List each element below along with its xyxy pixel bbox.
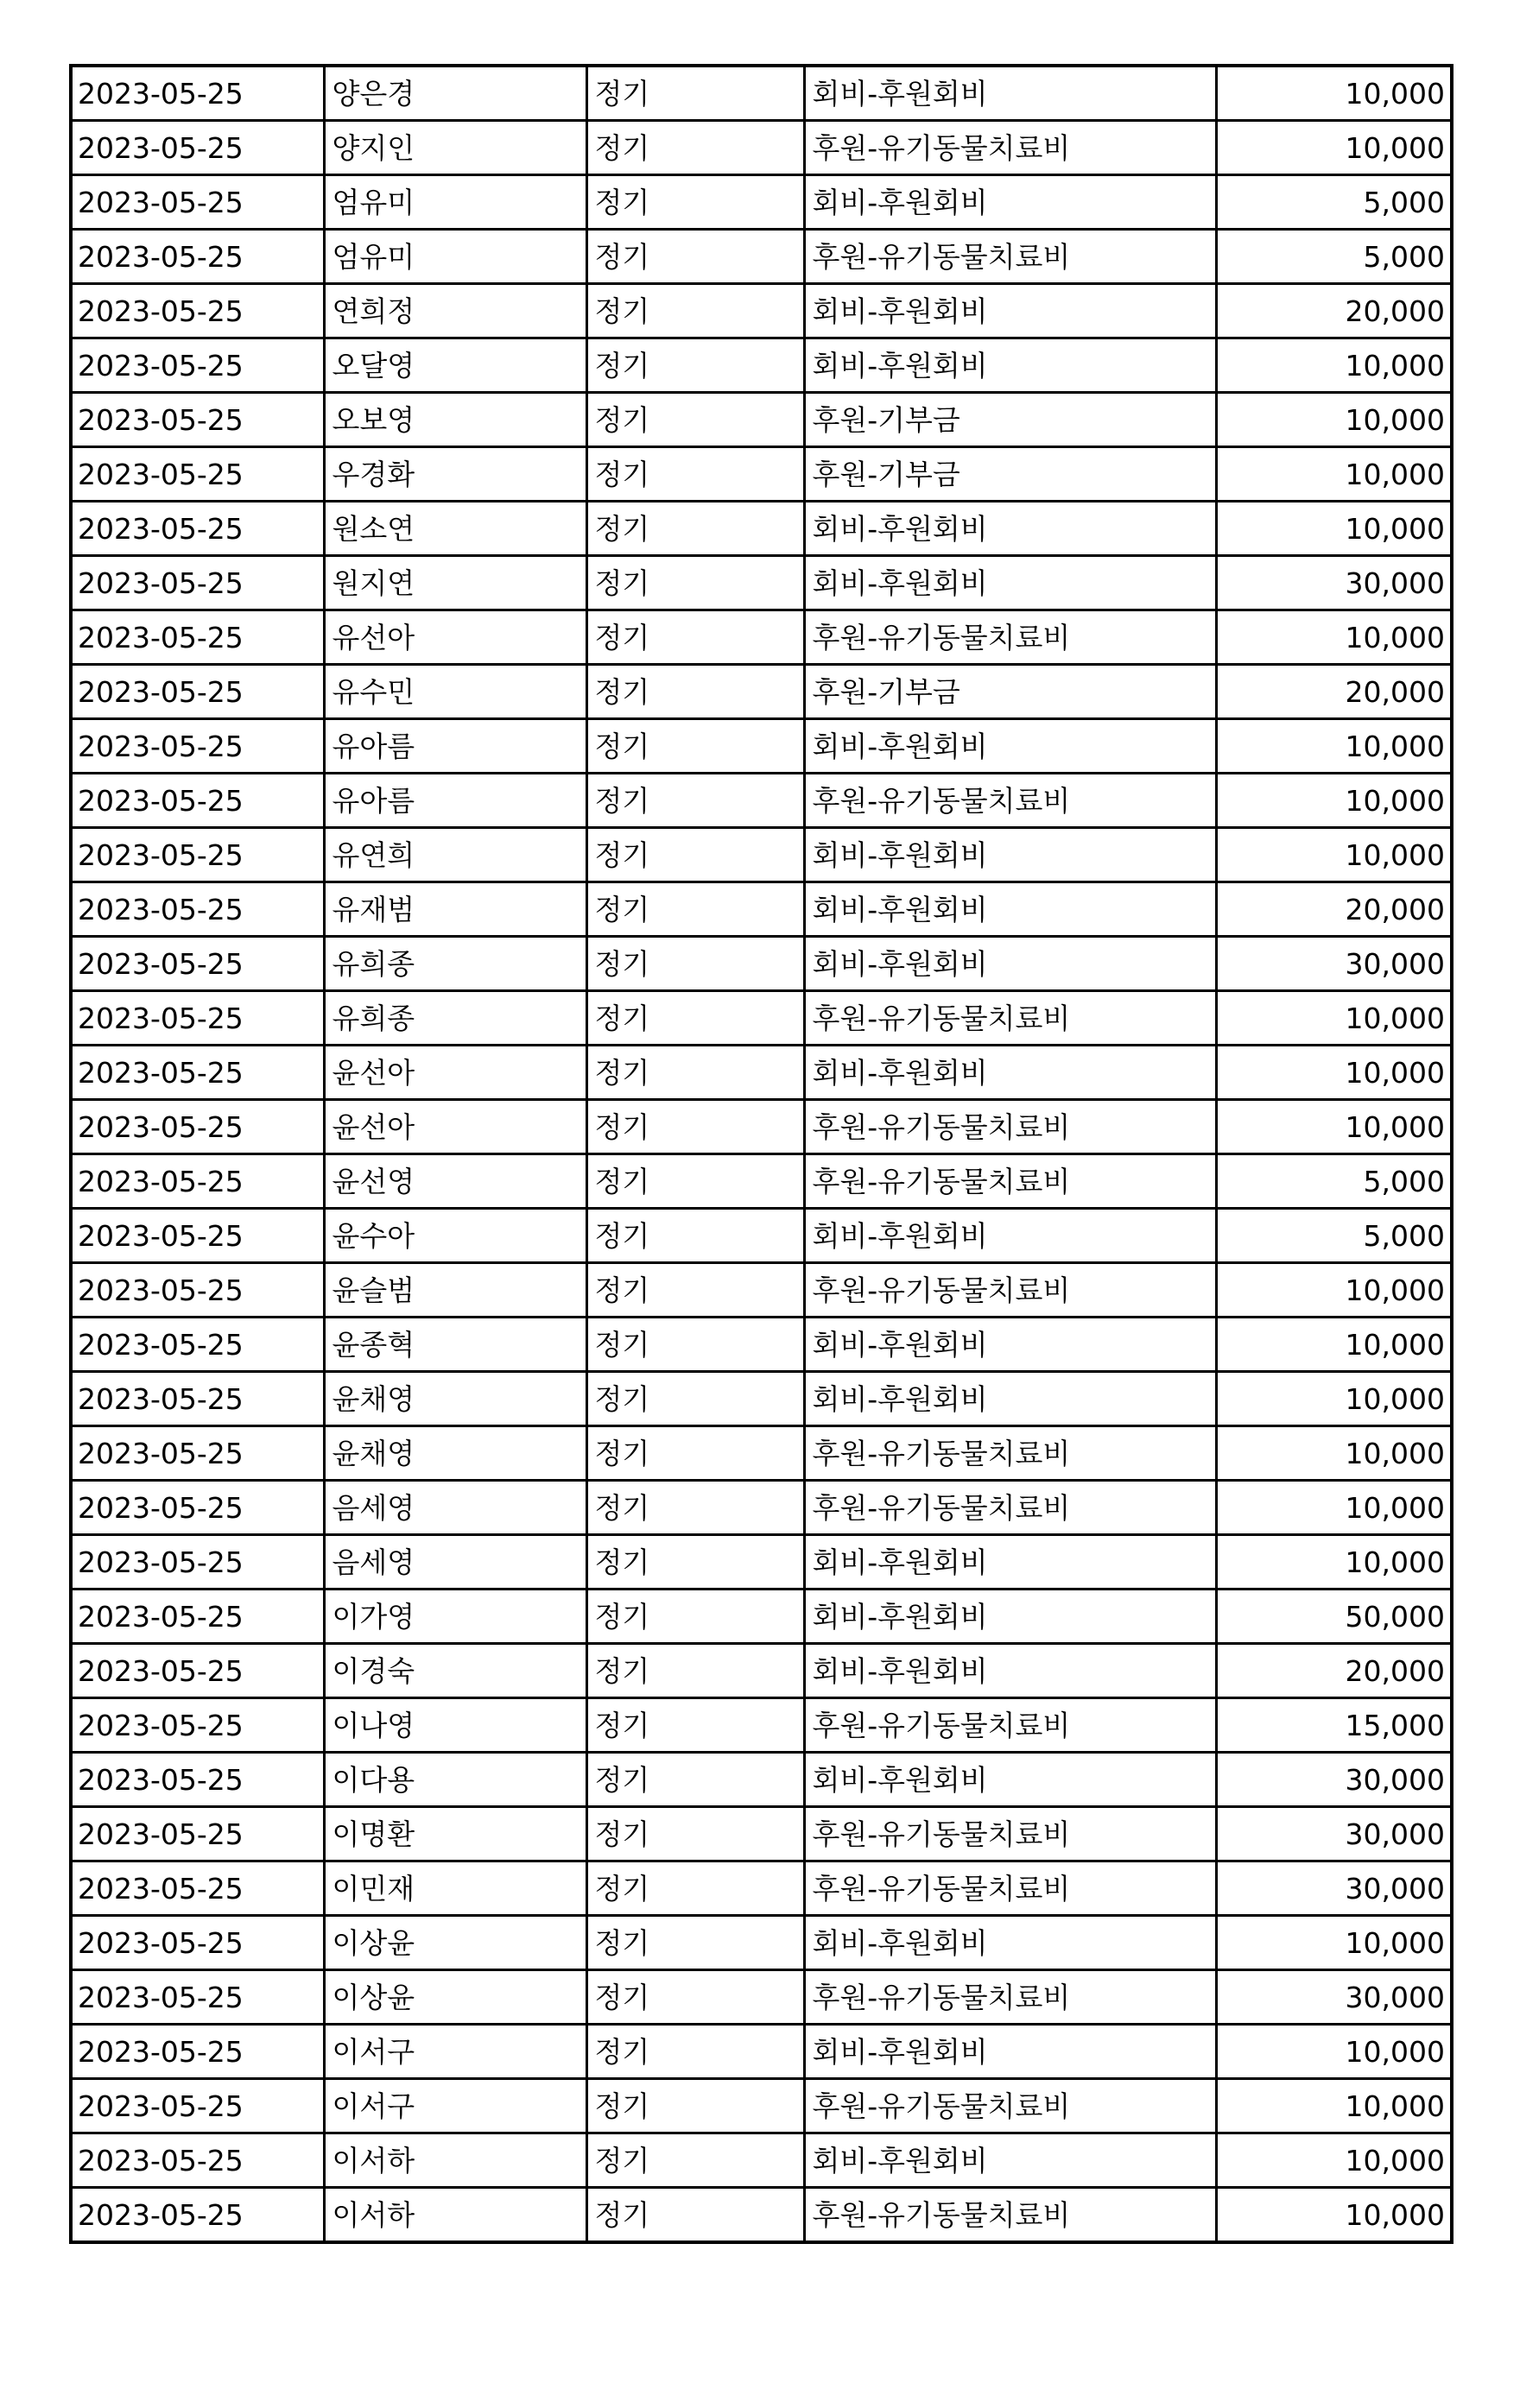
- donor-name-cell: 유재범: [324, 882, 586, 937]
- donor-name-cell: 윤선아: [324, 1046, 586, 1100]
- date-cell: 2023-05-25: [71, 230, 324, 284]
- table-row: [71, 1590, 1452, 1644]
- donation-type-cell: 정기: [586, 1426, 804, 1481]
- amount-cell: 10,000: [1216, 2079, 1452, 2133]
- amount-cell: 50,000: [1216, 1590, 1452, 1644]
- category-cell: 후원-기부금: [804, 665, 1216, 719]
- table-row: [71, 284, 1452, 338]
- donor-name-cell: 음세영: [324, 1535, 586, 1590]
- table-row: [71, 1970, 1452, 2025]
- table-row: [71, 121, 1452, 175]
- table-row: [71, 1807, 1452, 1861]
- amount-cell: 30,000: [1216, 937, 1452, 991]
- date-cell: 2023-05-25: [71, 937, 324, 991]
- category-cell: 회비-후원회비: [804, 284, 1216, 338]
- donation-type-cell: 정기: [586, 610, 804, 665]
- donation-type-cell: 정기: [586, 338, 804, 393]
- amount-cell: 10,000: [1216, 1916, 1452, 1970]
- donor-name-cell: 유희종: [324, 937, 586, 991]
- donation-type-cell: 정기: [586, 2025, 804, 2079]
- table-row: [71, 230, 1452, 284]
- donor-name-cell: 유아름: [324, 774, 586, 828]
- category-cell: 후원-유기동물치료비: [804, 121, 1216, 175]
- donor-name-cell: 이서하: [324, 2133, 586, 2188]
- category-cell: 회비-후원회비: [804, 882, 1216, 937]
- table-row: [71, 1100, 1452, 1154]
- amount-cell: 10,000: [1216, 991, 1452, 1046]
- table-row: [71, 1318, 1452, 1372]
- donation-type-cell: 정기: [586, 230, 804, 284]
- donation-type-cell: 정기: [586, 1644, 804, 1698]
- category-cell: 회비-후원회비: [804, 1753, 1216, 1807]
- donor-name-cell: 유아름: [324, 719, 586, 774]
- table-row: [71, 774, 1452, 828]
- date-cell: 2023-05-25: [71, 2025, 324, 2079]
- donation-type-cell: 정기: [586, 2133, 804, 2188]
- amount-cell: 10,000: [1216, 1426, 1452, 1481]
- donation-type-cell: 정기: [586, 121, 804, 175]
- amount-cell: 20,000: [1216, 1644, 1452, 1698]
- donor-name-cell: 윤선영: [324, 1154, 586, 1209]
- table-row: [71, 1209, 1452, 1263]
- category-cell: 후원-유기동물치료비: [804, 230, 1216, 284]
- table-row: [71, 2079, 1452, 2133]
- category-cell: 후원-유기동물치료비: [804, 2079, 1216, 2133]
- donor-name-cell: 이가영: [324, 1590, 586, 1644]
- donation-type-cell: 정기: [586, 1481, 804, 1535]
- amount-cell: 10,000: [1216, 1100, 1452, 1154]
- date-cell: 2023-05-25: [71, 393, 324, 447]
- amount-cell: 30,000: [1216, 1861, 1452, 1916]
- ledger-body: [71, 66, 1452, 2242]
- donor-name-cell: 이경숙: [324, 1644, 586, 1698]
- amount-cell: 10,000: [1216, 828, 1452, 882]
- donor-name-cell: 오달영: [324, 338, 586, 393]
- category-cell: 회비-후원회비: [804, 937, 1216, 991]
- amount-cell: 30,000: [1216, 556, 1452, 610]
- amount-cell: 20,000: [1216, 665, 1452, 719]
- category-cell: 회비-후원회비: [804, 175, 1216, 230]
- donor-name-cell: 유선아: [324, 610, 586, 665]
- donor-name-cell: 유수민: [324, 665, 586, 719]
- date-cell: 2023-05-25: [71, 1318, 324, 1372]
- table-row: [71, 1698, 1452, 1753]
- table-row: [71, 175, 1452, 230]
- donation-type-cell: 정기: [586, 1916, 804, 1970]
- table-row: [71, 1644, 1452, 1698]
- donation-type-cell: 정기: [586, 828, 804, 882]
- amount-cell: 5,000: [1216, 175, 1452, 230]
- category-cell: 회비-후원회비: [804, 1535, 1216, 1590]
- date-cell: 2023-05-25: [71, 1100, 324, 1154]
- donor-name-cell: 윤슬범: [324, 1263, 586, 1318]
- category-cell: 회비-후원회비: [804, 1209, 1216, 1263]
- date-cell: 2023-05-25: [71, 1481, 324, 1535]
- donor-name-cell: 음세영: [324, 1481, 586, 1535]
- category-cell: 후원-기부금: [804, 447, 1216, 502]
- category-cell: 후원-유기동물치료비: [804, 1807, 1216, 1861]
- donor-name-cell: 유희종: [324, 991, 586, 1046]
- amount-cell: 10,000: [1216, 502, 1452, 556]
- category-cell: 회비-후원회비: [804, 1644, 1216, 1698]
- date-cell: 2023-05-25: [71, 610, 324, 665]
- date-cell: 2023-05-25: [71, 2188, 324, 2243]
- amount-cell: 5,000: [1216, 1154, 1452, 1209]
- table-row: [71, 882, 1452, 937]
- amount-cell: 15,000: [1216, 1698, 1452, 1753]
- donor-name-cell: 윤채영: [324, 1372, 586, 1426]
- donor-name-cell: 양지인: [324, 121, 586, 175]
- donation-type-cell: 정기: [586, 1970, 804, 2025]
- amount-cell: 10,000: [1216, 2188, 1452, 2243]
- date-cell: 2023-05-25: [71, 665, 324, 719]
- donor-name-cell: 이다용: [324, 1753, 586, 1807]
- table-row: [71, 719, 1452, 774]
- donation-type-cell: 정기: [586, 1154, 804, 1209]
- date-cell: 2023-05-25: [71, 121, 324, 175]
- date-cell: 2023-05-25: [71, 1970, 324, 2025]
- date-cell: 2023-05-25: [71, 284, 324, 338]
- table-row: [71, 610, 1452, 665]
- category-cell: 회비-후원회비: [804, 2133, 1216, 2188]
- date-cell: 2023-05-25: [71, 175, 324, 230]
- donation-type-cell: 정기: [586, 665, 804, 719]
- table-row: [71, 991, 1452, 1046]
- date-cell: 2023-05-25: [71, 1535, 324, 1590]
- amount-cell: 10,000: [1216, 1046, 1452, 1100]
- date-cell: 2023-05-25: [71, 1644, 324, 1698]
- donor-name-cell: 윤종혁: [324, 1318, 586, 1372]
- amount-cell: 10,000: [1216, 66, 1452, 121]
- donor-name-cell: 이상윤: [324, 1970, 586, 2025]
- amount-cell: 10,000: [1216, 610, 1452, 665]
- date-cell: 2023-05-25: [71, 66, 324, 121]
- donation-type-cell: 정기: [586, 1100, 804, 1154]
- donation-type-cell: 정기: [586, 393, 804, 447]
- category-cell: 후원-유기동물치료비: [804, 1263, 1216, 1318]
- category-cell: 후원-유기동물치료비: [804, 2188, 1216, 2243]
- date-cell: 2023-05-25: [71, 1372, 324, 1426]
- donation-type-cell: 정기: [586, 1590, 804, 1644]
- table-row: [71, 1481, 1452, 1535]
- date-cell: 2023-05-25: [71, 774, 324, 828]
- amount-cell: 10,000: [1216, 393, 1452, 447]
- category-cell: 후원-유기동물치료비: [804, 1481, 1216, 1535]
- amount-cell: 20,000: [1216, 882, 1452, 937]
- table-row: [71, 1154, 1452, 1209]
- category-cell: 회비-후원회비: [804, 1046, 1216, 1100]
- date-cell: 2023-05-25: [71, 1861, 324, 1916]
- category-cell: 후원-유기동물치료비: [804, 991, 1216, 1046]
- donation-type-cell: 정기: [586, 1209, 804, 1263]
- date-cell: 2023-05-25: [71, 1154, 324, 1209]
- category-cell: 회비-후원회비: [804, 1590, 1216, 1644]
- donation-type-cell: 정기: [586, 882, 804, 937]
- donation-type-cell: 정기: [586, 502, 804, 556]
- table-row: [71, 1535, 1452, 1590]
- table-row: [71, 2025, 1452, 2079]
- table-row: [71, 66, 1452, 121]
- table-row: [71, 1372, 1452, 1426]
- amount-cell: 30,000: [1216, 1970, 1452, 2025]
- date-cell: 2023-05-25: [71, 882, 324, 937]
- amount-cell: 10,000: [1216, 1318, 1452, 1372]
- donor-name-cell: 원지연: [324, 556, 586, 610]
- donation-type-cell: 정기: [586, 1535, 804, 1590]
- donor-name-cell: 이서구: [324, 2025, 586, 2079]
- date-cell: 2023-05-25: [71, 556, 324, 610]
- amount-cell: 10,000: [1216, 719, 1452, 774]
- category-cell: 회비-후원회비: [804, 1318, 1216, 1372]
- donation-type-cell: 정기: [586, 1263, 804, 1318]
- amount-cell: 30,000: [1216, 1753, 1452, 1807]
- donation-type-cell: 정기: [586, 175, 804, 230]
- category-cell: 후원-유기동물치료비: [804, 610, 1216, 665]
- table-row: [71, 665, 1452, 719]
- table-row: [71, 556, 1452, 610]
- category-cell: 후원-유기동물치료비: [804, 774, 1216, 828]
- donation-type-cell: 정기: [586, 1698, 804, 1753]
- donor-name-cell: 이서구: [324, 2079, 586, 2133]
- date-cell: 2023-05-25: [71, 1590, 324, 1644]
- donation-type-cell: 정기: [586, 719, 804, 774]
- amount-cell: 5,000: [1216, 230, 1452, 284]
- category-cell: 회비-후원회비: [804, 828, 1216, 882]
- category-cell: 후원-유기동물치료비: [804, 1970, 1216, 2025]
- date-cell: 2023-05-25: [71, 2133, 324, 2188]
- category-cell: 회비-후원회비: [804, 2025, 1216, 2079]
- donor-name-cell: 이나영: [324, 1698, 586, 1753]
- table-row: [71, 338, 1452, 393]
- category-cell: 후원-유기동물치료비: [804, 1100, 1216, 1154]
- category-cell: 회비-후원회비: [804, 1372, 1216, 1426]
- donation-type-cell: 정기: [586, 2188, 804, 2243]
- table-row: [71, 1426, 1452, 1481]
- donation-type-cell: 정기: [586, 284, 804, 338]
- donor-name-cell: 이명환: [324, 1807, 586, 1861]
- donation-ledger-table: [69, 64, 1454, 2244]
- amount-cell: 10,000: [1216, 447, 1452, 502]
- donation-type-cell: 정기: [586, 2079, 804, 2133]
- category-cell: 후원-유기동물치료비: [804, 1154, 1216, 1209]
- date-cell: 2023-05-25: [71, 2079, 324, 2133]
- category-cell: 회비-후원회비: [804, 502, 1216, 556]
- amount-cell: 10,000: [1216, 1481, 1452, 1535]
- donor-name-cell: 유연희: [324, 828, 586, 882]
- table-row: [71, 1263, 1452, 1318]
- date-cell: 2023-05-25: [71, 991, 324, 1046]
- donor-name-cell: 원소연: [324, 502, 586, 556]
- amount-cell: 10,000: [1216, 1535, 1452, 1590]
- donor-name-cell: 윤수아: [324, 1209, 586, 1263]
- category-cell: 후원-기부금: [804, 393, 1216, 447]
- table-row: [71, 393, 1452, 447]
- category-cell: 후원-유기동물치료비: [804, 1861, 1216, 1916]
- category-cell: 회비-후원회비: [804, 719, 1216, 774]
- table-row: [71, 2188, 1452, 2243]
- donor-name-cell: 연희정: [324, 284, 586, 338]
- amount-cell: 30,000: [1216, 1807, 1452, 1861]
- donor-name-cell: 윤채영: [324, 1426, 586, 1481]
- donor-name-cell: 이서하: [324, 2188, 586, 2243]
- donation-type-cell: 정기: [586, 1046, 804, 1100]
- donation-type-cell: 정기: [586, 774, 804, 828]
- table-row: [71, 1916, 1452, 1970]
- date-cell: 2023-05-25: [71, 828, 324, 882]
- table-row: [71, 937, 1452, 991]
- donor-name-cell: 오보영: [324, 393, 586, 447]
- donor-name-cell: 이민재: [324, 1861, 586, 1916]
- date-cell: 2023-05-25: [71, 1698, 324, 1753]
- amount-cell: 10,000: [1216, 2025, 1452, 2079]
- date-cell: 2023-05-25: [71, 719, 324, 774]
- date-cell: 2023-05-25: [71, 1046, 324, 1100]
- amount-cell: 10,000: [1216, 121, 1452, 175]
- table-row: [71, 1046, 1452, 1100]
- date-cell: 2023-05-25: [71, 447, 324, 502]
- date-cell: 2023-05-25: [71, 1807, 324, 1861]
- category-cell: 후원-유기동물치료비: [804, 1698, 1216, 1753]
- table-row: [71, 2133, 1452, 2188]
- category-cell: 회비-후원회비: [804, 1916, 1216, 1970]
- donation-type-cell: 정기: [586, 991, 804, 1046]
- category-cell: 후원-유기동물치료비: [804, 1426, 1216, 1481]
- amount-cell: 10,000: [1216, 774, 1452, 828]
- donation-type-cell: 정기: [586, 1861, 804, 1916]
- donation-type-cell: 정기: [586, 1318, 804, 1372]
- amount-cell: 10,000: [1216, 2133, 1452, 2188]
- amount-cell: 10,000: [1216, 1372, 1452, 1426]
- donation-type-cell: 정기: [586, 1807, 804, 1861]
- donor-name-cell: 엄유미: [324, 175, 586, 230]
- date-cell: 2023-05-25: [71, 338, 324, 393]
- donation-type-cell: 정기: [586, 556, 804, 610]
- date-cell: 2023-05-25: [71, 1916, 324, 1970]
- category-cell: 회비-후원회비: [804, 556, 1216, 610]
- date-cell: 2023-05-25: [71, 1263, 324, 1318]
- table-row: [71, 447, 1452, 502]
- amount-cell: 20,000: [1216, 284, 1452, 338]
- donation-type-cell: 정기: [586, 66, 804, 121]
- donor-name-cell: 양은경: [324, 66, 586, 121]
- donor-name-cell: 엄유미: [324, 230, 586, 284]
- date-cell: 2023-05-25: [71, 1426, 324, 1481]
- table-row: [71, 1861, 1452, 1916]
- donor-name-cell: 윤선아: [324, 1100, 586, 1154]
- donation-type-cell: 정기: [586, 1372, 804, 1426]
- donor-name-cell: 우경화: [324, 447, 586, 502]
- donation-type-cell: 정기: [586, 1753, 804, 1807]
- category-cell: 회비-후원회비: [804, 338, 1216, 393]
- date-cell: 2023-05-25: [71, 1753, 324, 1807]
- category-cell: 회비-후원회비: [804, 66, 1216, 121]
- amount-cell: 10,000: [1216, 1263, 1452, 1318]
- donation-type-cell: 정기: [586, 937, 804, 991]
- donation-type-cell: 정기: [586, 447, 804, 502]
- date-cell: 2023-05-25: [71, 502, 324, 556]
- donor-name-cell: 이상윤: [324, 1916, 586, 1970]
- table-row: [71, 502, 1452, 556]
- amount-cell: 10,000: [1216, 338, 1452, 393]
- date-cell: 2023-05-25: [71, 1209, 324, 1263]
- table-row: [71, 1753, 1452, 1807]
- amount-cell: 5,000: [1216, 1209, 1452, 1263]
- table-row: [71, 828, 1452, 882]
